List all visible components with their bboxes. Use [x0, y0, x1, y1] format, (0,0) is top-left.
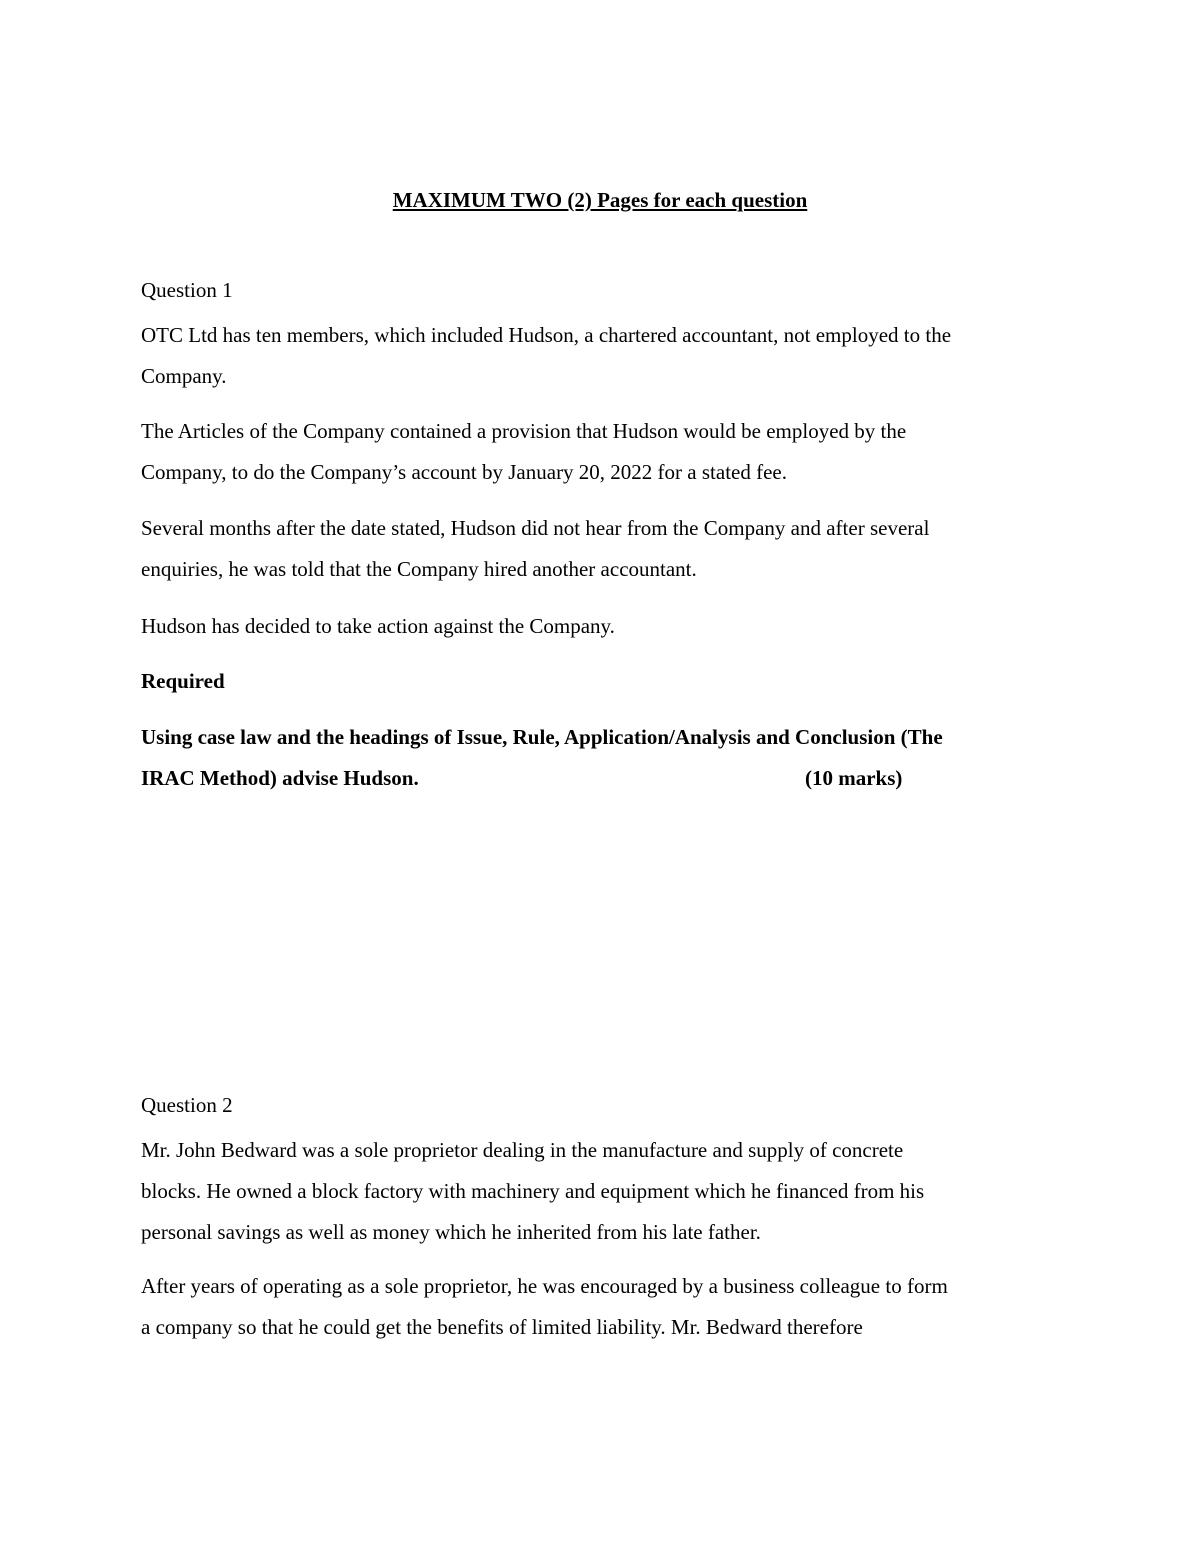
text-line: The Articles of the Company contained a provision that Hudson would be employed by the	[141, 419, 907, 443]
question-1-paragraph-3	[141, 508, 1061, 590]
text-line: Company, to do the Company’s account by January 20, 2022 for a stated fee.	[141, 460, 787, 484]
text-line: Mr. John Bedward was a sole proprietor dealing in the manufacture and supply of concrete	[141, 1138, 904, 1162]
text-line: personal savings as well as money which he inherited from his late father.	[141, 1220, 761, 1244]
question-2-label: Question 2	[141, 1093, 233, 1117]
text-line: After years of operating as a sole proprietor, he was encouraged by a business colleague to form	[141, 1274, 948, 1298]
text-line	[141, 758, 1061, 799]
question-2-paragraph-1	[141, 1130, 1061, 1253]
text-line: a company so that he could get the benefits of limited liability. Mr. Bedward therefore	[141, 1315, 863, 1339]
question-1-paragraph-1	[141, 315, 1061, 397]
marks-label: (10 marks)	[805, 766, 903, 790]
text-line: enquiries, he was told that the Company hired another accountant.	[141, 557, 697, 581]
text-line: Company.	[141, 364, 227, 388]
task-text: IRAC Method) advise Hudson.	[141, 766, 419, 790]
required-label: Required	[141, 669, 225, 693]
page-heading: MAXIMUM TWO (2) Pages for each question	[392, 188, 808, 212]
question-1-paragraph-4: Hudson has decided to take action against the Company.	[141, 614, 615, 638]
text-line: blocks. He owned a block factory with machinery and equipment which he financed from his	[141, 1179, 925, 1203]
text-line: Several months after the date stated, Hudson did not hear from the Company and after several	[141, 516, 930, 540]
question-1-paragraph-2	[141, 411, 1061, 493]
text-line: OTC Ltd has ten members, which included Hudson, a chartered accountant, not employed to the	[141, 323, 952, 347]
question-1-task	[141, 717, 1061, 799]
text-line: Using case law and the headings of Issue, Rule, Application/Analysis and Conclusion (The	[141, 725, 943, 749]
question-1-label: Question 1	[141, 278, 233, 302]
question-2-paragraph-2	[141, 1266, 1061, 1348]
